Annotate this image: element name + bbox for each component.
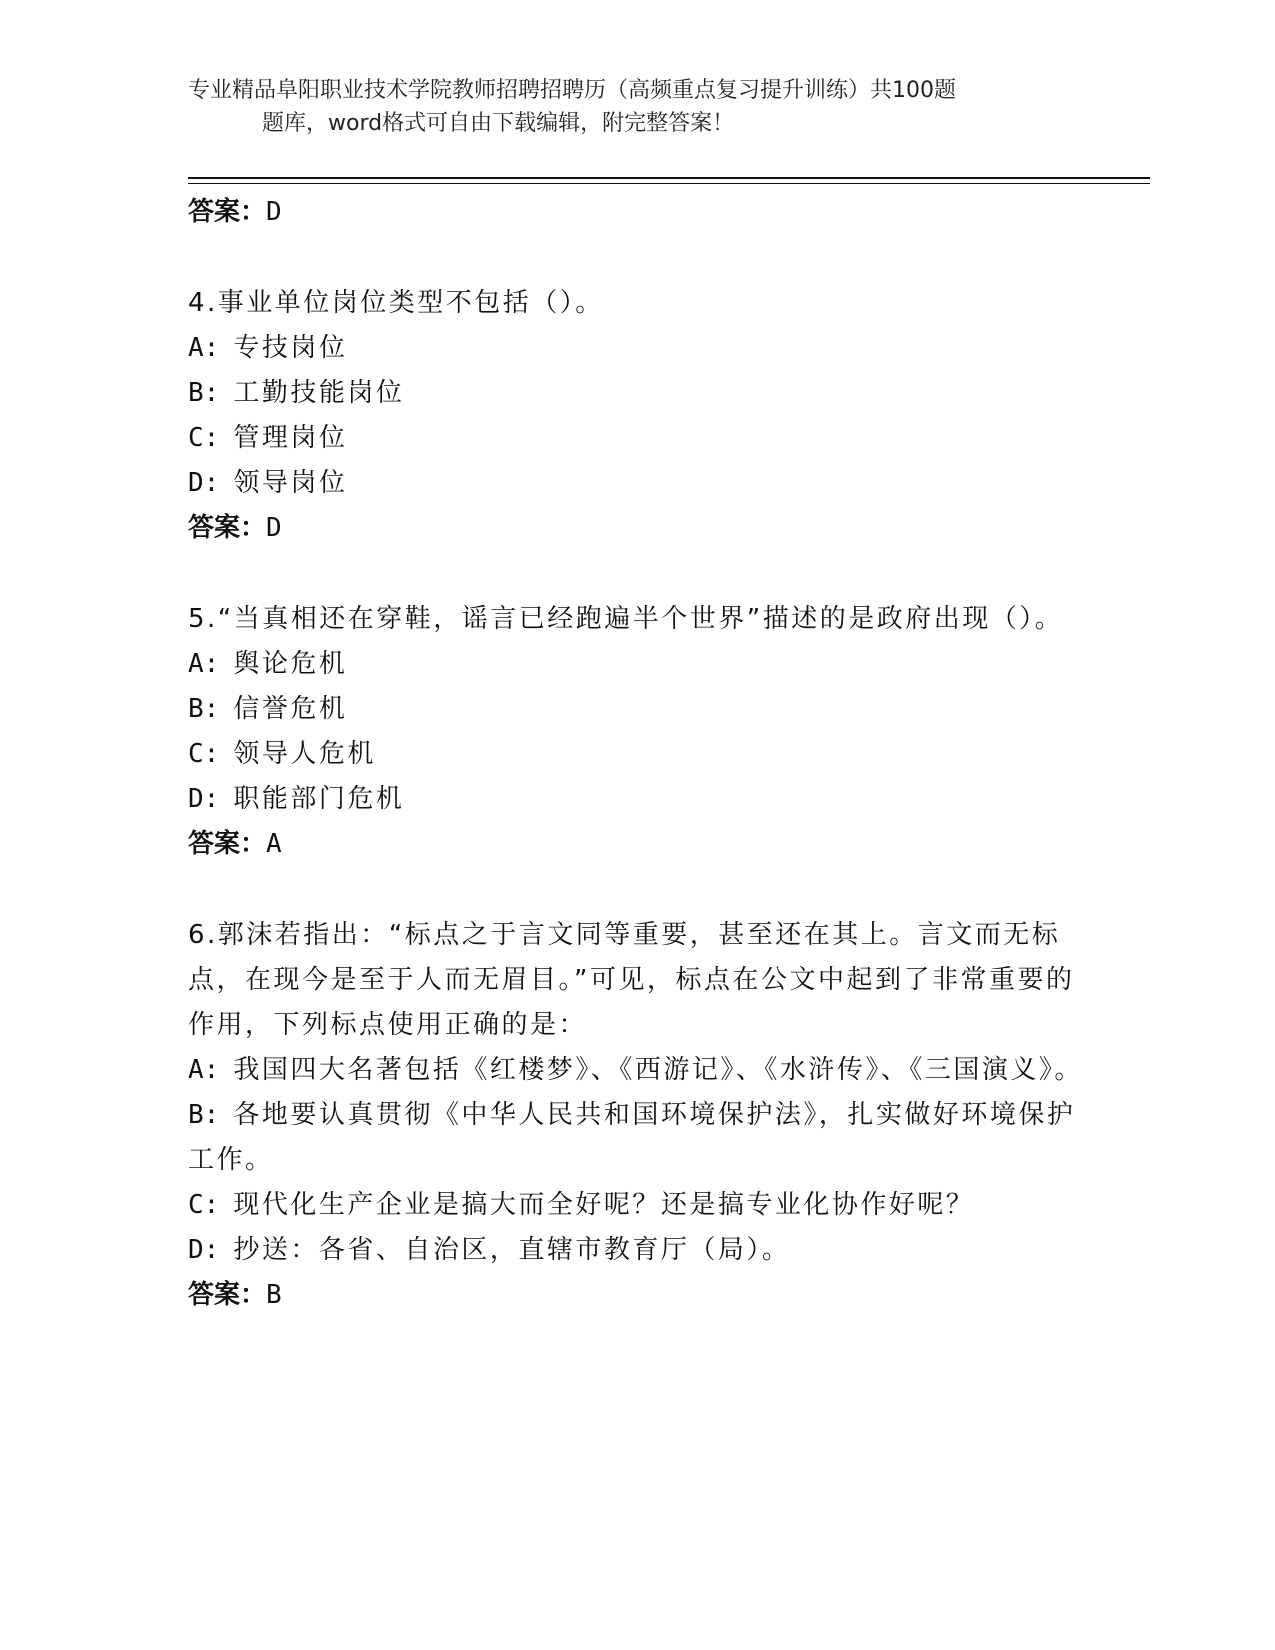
answer-letter: D	[266, 197, 282, 227]
option-text: 舆论危机	[233, 649, 348, 679]
option-prefix: A:	[188, 1055, 220, 1085]
option-text: 管理岗位	[233, 423, 348, 453]
option-a	[188, 1048, 1088, 1093]
option-text: 我国四大名著包括《红楼梦》、《西游记》、《水浒传》、《三国演义》。	[233, 1055, 1083, 1085]
header-title-line-2: 题库，word格式可自由下载编辑，附完整答案！	[262, 111, 735, 136]
answer-label: 答案：	[188, 829, 267, 859]
answer-line	[188, 506, 1088, 551]
answer-label: 答案：	[188, 513, 267, 543]
document-header	[188, 74, 1068, 140]
option-text: 现代化生产企业是搞大而全好呢？还是搞专业化协作好呢？	[233, 1190, 975, 1220]
option-prefix: D:	[188, 468, 220, 498]
option-d	[188, 777, 1088, 822]
option-a	[188, 326, 1088, 371]
option-prefix: B:	[188, 378, 220, 408]
answer-letter: B	[266, 1280, 282, 1310]
option-prefix: C:	[188, 739, 220, 769]
option-prefix: A:	[188, 333, 220, 363]
question-text: 4.事业单位岗位类型不包括（）。	[188, 288, 604, 318]
answer-letter: D	[266, 513, 282, 543]
option-d	[188, 1228, 1088, 1273]
option-b	[188, 371, 1088, 416]
option-text: 信誉危机	[233, 694, 348, 724]
question-text: 5.“当真相还在穿鞋，谣言已经跑遍半个世界”描述的是政府出现（）。	[188, 604, 1064, 634]
option-text: 各地要认真贯彻《中华人民共和国环境保护法》，扎实做好环境保护工作。	[188, 1100, 1076, 1175]
option-text: 领导岗位	[233, 468, 348, 498]
answer-label: 答案：	[188, 197, 267, 227]
option-c	[188, 1183, 1088, 1228]
header-rule-thin	[188, 183, 1150, 184]
option-b	[188, 1093, 1088, 1183]
option-prefix: D:	[188, 784, 220, 814]
option-c	[188, 732, 1088, 777]
option-prefix: B:	[188, 1100, 220, 1130]
answer-letter: A	[266, 829, 282, 859]
option-text: 工勤技能岗位	[233, 378, 405, 408]
header-title-line-1: 专业精品阜阳职业技术学院教师招聘招聘历（高频重点复习提升训练）共100题	[188, 78, 956, 103]
answer-line	[188, 822, 1088, 867]
option-prefix: C:	[188, 1190, 220, 1220]
answer-line	[188, 1273, 1088, 1318]
question-text: 6.郭沫若指出：“标点之于言文同等重要，甚至还在其上。言文而无标点，在现今是至于人而无眉目。”可见，标点在公文中起到了非常重要的作用，下列标点使用正确的是：	[188, 920, 1075, 1040]
answer-label: 答案：	[188, 1280, 267, 1310]
option-text: 职能部门危机	[233, 784, 405, 814]
option-text: 领导人危机	[233, 739, 376, 769]
option-c	[188, 416, 1088, 461]
answer-line	[188, 190, 1088, 235]
option-d	[188, 461, 1088, 506]
option-prefix: A:	[188, 649, 220, 679]
option-prefix: C:	[188, 423, 220, 453]
option-a	[188, 642, 1088, 687]
option-text: 抄送：各省、自治区，直辖市教育厅（局）。	[233, 1235, 791, 1265]
option-prefix: B:	[188, 694, 220, 724]
option-b	[188, 687, 1088, 732]
question-list	[188, 190, 1088, 1318]
header-rule-thick	[188, 177, 1150, 179]
option-text: 专技岗位	[233, 333, 348, 363]
option-prefix: D:	[188, 1235, 220, 1265]
